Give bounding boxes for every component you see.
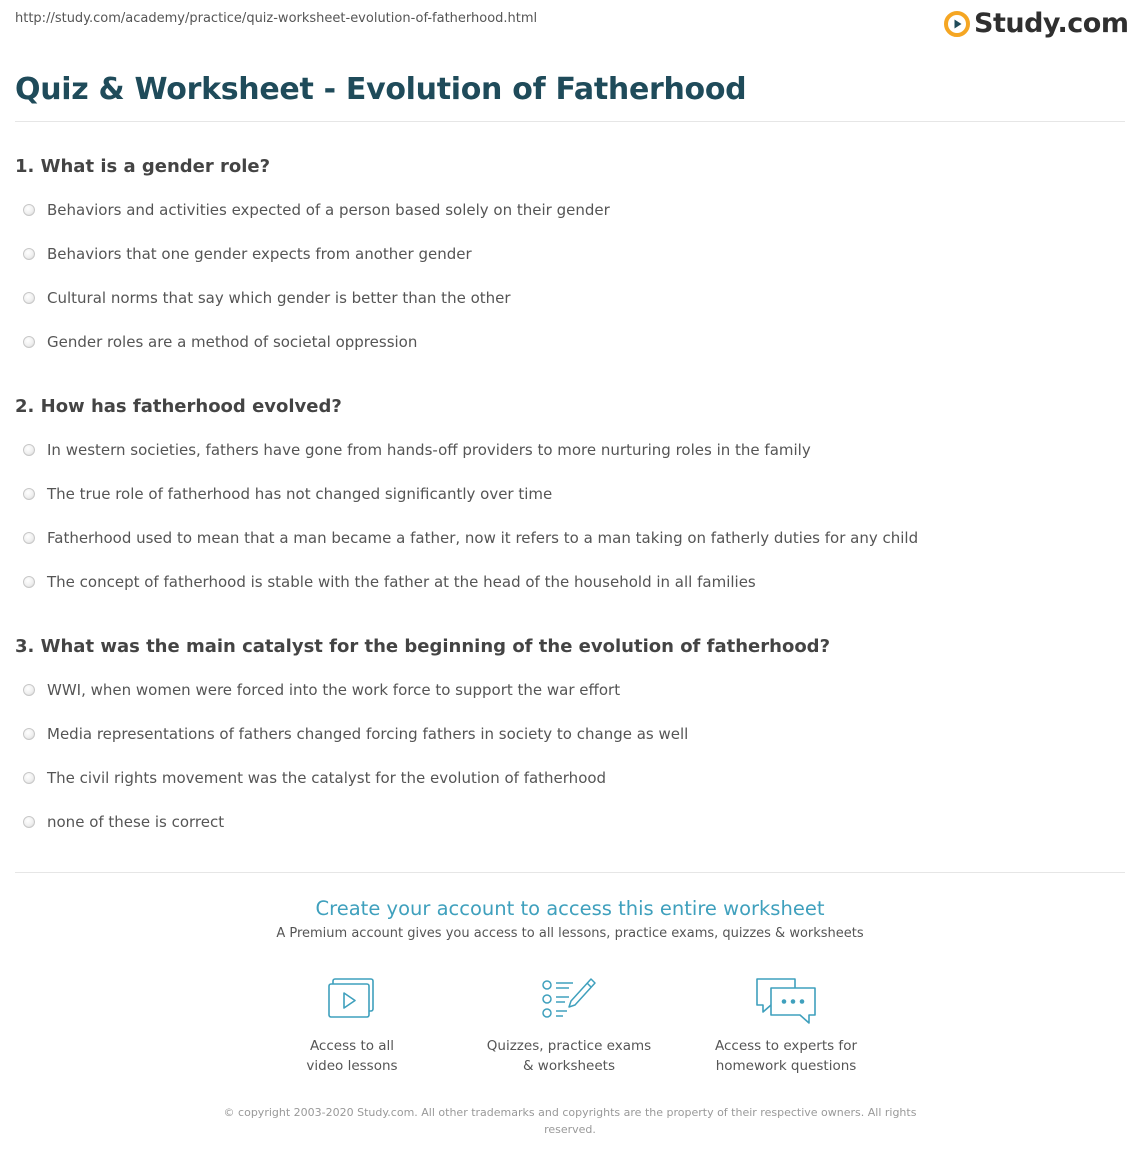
feature-quizzes	[479, 975, 659, 1076]
option-label: The civil rights movement was the catalyst for the evolution of fatherhood	[47, 769, 607, 787]
question-2	[15, 395, 1125, 591]
feature-label: & worksheets	[522, 1058, 615, 1074]
feature-video-lessons	[262, 975, 442, 1076]
logo-play-icon	[944, 11, 970, 37]
answer-option[interactable]	[23, 199, 610, 221]
option-label: Behaviors that one gender expects from another gender	[47, 245, 472, 263]
answer-option[interactable]	[23, 287, 511, 309]
answer-option[interactable]	[23, 723, 688, 745]
option-label: WWI, when women were forced into the work force to support the war effort	[47, 681, 621, 699]
title-divider	[15, 121, 1125, 122]
study-logo[interactable]	[944, 8, 1128, 40]
page-url: http://study.com/academy/practice/quiz-worksheet-evolution-of-fatherhood.html	[15, 11, 538, 26]
option-label: The true role of fatherhood has not changed significantly over time	[47, 485, 553, 503]
answer-option[interactable]	[23, 571, 756, 593]
radio-button[interactable]	[23, 772, 35, 784]
option-label: Fatherhood used to mean that a man became a father, now it refers to a man taking on fatherly duties for any child	[47, 529, 919, 547]
answer-option[interactable]	[23, 767, 606, 789]
answer-option[interactable]	[23, 243, 472, 265]
copyright-footer: © copyright 2003-2020 Study.com. All other trademarks and copyrights are the property of their respective owners. All rights reserved.	[223, 1106, 917, 1136]
option-label: Media representations of fathers changed forcing fathers in society to change as well	[47, 725, 689, 743]
feature-label: video lessons	[306, 1058, 398, 1074]
question-3	[15, 635, 1125, 831]
question-title: 1. What is a gender role?	[15, 156, 271, 177]
feature-label: Access to all	[309, 1038, 395, 1054]
radio-button[interactable]	[23, 684, 35, 696]
question-1	[15, 155, 1125, 351]
option-label: In western societies, fathers have gone from hands-off providers to more nurturing roles in the family	[47, 441, 811, 459]
answer-option[interactable]	[23, 527, 918, 549]
question-title: 3. What was the main catalyst for the beginning of the evolution of fatherhood?	[15, 636, 831, 657]
radio-button[interactable]	[23, 248, 35, 260]
answer-option[interactable]	[23, 483, 552, 505]
answer-option[interactable]	[23, 331, 417, 353]
feature-experts	[696, 975, 876, 1076]
cta-divider	[15, 872, 1125, 873]
radio-button[interactable]	[23, 576, 35, 588]
feature-label: Access to experts for	[714, 1038, 857, 1054]
feature-label: Quizzes, practice exams	[486, 1038, 652, 1054]
chat-bubbles-icon	[753, 975, 819, 1027]
radio-button[interactable]	[23, 532, 35, 544]
create-account-link[interactable]: Create your account to access this entire worksheet	[315, 897, 825, 920]
radio-button[interactable]	[23, 816, 35, 828]
radio-button[interactable]	[23, 728, 35, 740]
radio-button[interactable]	[23, 488, 35, 500]
radio-button[interactable]	[23, 444, 35, 456]
option-label: none of these is correct	[47, 813, 225, 831]
premium-description: A Premium account gives you access to all lessons, practice exams, quizzes & worksheets	[276, 926, 864, 941]
feature-label: homework questions	[715, 1058, 857, 1074]
answer-option[interactable]	[23, 439, 811, 461]
logo-text: Study.com	[974, 8, 1129, 39]
question-title: 2. How has fatherhood evolved?	[15, 396, 342, 417]
option-label: Behaviors and activities expected of a person based solely on their gender	[47, 201, 610, 219]
option-label: The concept of fatherhood is stable with the father at the head of the household in all families	[47, 573, 756, 591]
quiz-checklist-icon	[539, 975, 599, 1027]
radio-button[interactable]	[23, 292, 35, 304]
radio-button[interactable]	[23, 204, 35, 216]
option-label: Gender roles are a method of societal oppression	[47, 333, 418, 351]
video-lessons-icon	[324, 975, 380, 1027]
answer-option[interactable]	[23, 679, 620, 701]
answer-option[interactable]	[23, 811, 224, 833]
option-label: Cultural norms that say which gender is better than the other	[47, 289, 511, 307]
page-title: Quiz & Worksheet - Evolution of Fatherhood	[15, 72, 747, 107]
radio-button[interactable]	[23, 336, 35, 348]
